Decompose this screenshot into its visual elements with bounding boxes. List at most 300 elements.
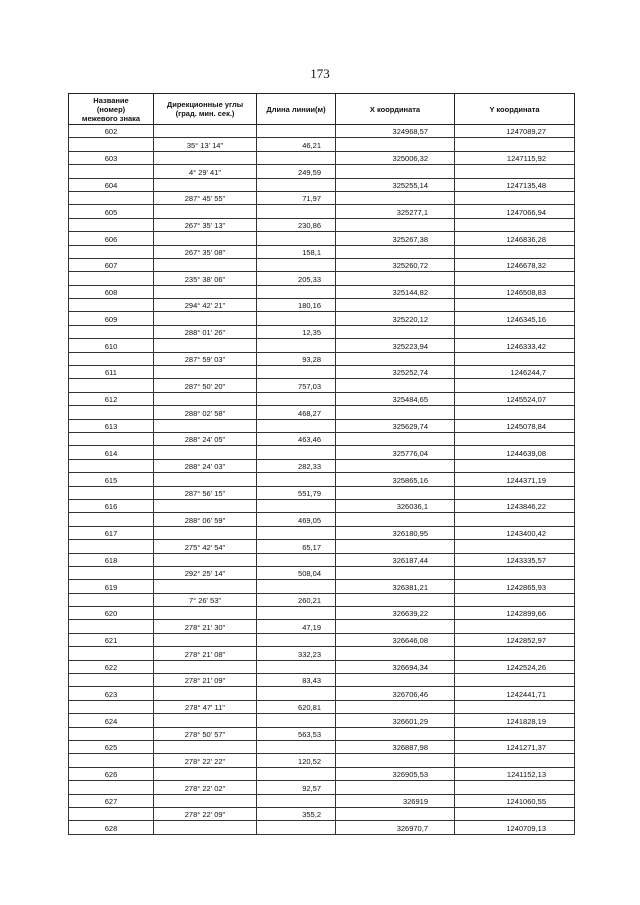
empty-cell — [257, 660, 336, 673]
empty-cell — [69, 352, 154, 365]
table-row — [69, 352, 575, 365]
empty-cell — [69, 406, 154, 419]
empty-cell — [69, 674, 154, 687]
empty-cell — [455, 406, 575, 419]
table-row — [69, 700, 575, 713]
point-name-cell: 605 — [69, 205, 154, 218]
line-length-cell: 46,21 — [257, 138, 336, 151]
empty-cell — [455, 513, 575, 526]
empty-cell — [455, 191, 575, 204]
point-name-cell: 625 — [69, 740, 154, 753]
line-length-cell: 757,03 — [257, 379, 336, 392]
x-coordinate-cell: 326694,34 — [336, 660, 455, 673]
empty-cell — [455, 138, 575, 151]
y-coordinate-cell: 1244371,19 — [455, 473, 575, 486]
x-coordinate-cell: 325267,38 — [336, 232, 455, 245]
empty-cell — [69, 165, 154, 178]
x-coordinate-cell: 326919 — [336, 794, 455, 807]
empty-cell — [257, 312, 336, 325]
empty-cell — [154, 392, 257, 405]
table-row — [69, 566, 575, 579]
direction-angle-cell: 35° 13' 14" — [154, 138, 257, 151]
y-coordinate-cell: 1242899,66 — [455, 607, 575, 620]
empty-cell — [336, 245, 455, 258]
empty-cell — [455, 674, 575, 687]
point-name-cell: 626 — [69, 767, 154, 780]
direction-angle-cell: 278° 21' 08" — [154, 647, 257, 660]
point-name-cell: 609 — [69, 312, 154, 325]
y-coordinate-cell: 1246345,16 — [455, 312, 575, 325]
empty-cell — [336, 406, 455, 419]
y-coordinate-cell: 1240709,13 — [455, 821, 575, 834]
direction-angle-cell: 278° 22' 22" — [154, 754, 257, 767]
empty-cell — [257, 767, 336, 780]
header-angle: Дирекционные углы (град. мин. сек.) — [154, 94, 257, 125]
table-row — [69, 607, 575, 620]
line-length-cell: 158,1 — [257, 245, 336, 258]
point-name-cell: 624 — [69, 714, 154, 727]
empty-cell — [336, 272, 455, 285]
x-coordinate-cell: 326970,7 — [336, 821, 455, 834]
table-row — [69, 740, 575, 753]
empty-cell — [154, 794, 257, 807]
empty-cell — [257, 687, 336, 700]
table-row — [69, 647, 575, 660]
point-name-cell: 602 — [69, 125, 154, 138]
empty-cell — [336, 513, 455, 526]
direction-angle-cell: 4° 29' 41" — [154, 165, 257, 178]
empty-cell — [154, 633, 257, 646]
y-coordinate-cell: 1247089,27 — [455, 125, 575, 138]
table-row — [69, 325, 575, 338]
direction-angle-cell: 278° 21' 30" — [154, 620, 257, 633]
empty-cell — [455, 432, 575, 445]
direction-angle-cell: 288° 06' 59" — [154, 513, 257, 526]
x-coordinate-cell: 325776,04 — [336, 446, 455, 459]
y-coordinate-cell: 1241828,19 — [455, 714, 575, 727]
empty-cell — [154, 687, 257, 700]
empty-cell — [69, 620, 154, 633]
line-length-cell: 230,86 — [257, 218, 336, 231]
empty-cell — [154, 714, 257, 727]
empty-cell — [336, 218, 455, 231]
point-name-cell: 619 — [69, 580, 154, 593]
page-number: 173 — [310, 66, 330, 81]
empty-cell — [336, 566, 455, 579]
line-length-cell: 83,43 — [257, 674, 336, 687]
point-name-cell: 604 — [69, 178, 154, 191]
empty-cell — [69, 379, 154, 392]
direction-angle-cell: 287° 45' 55" — [154, 191, 257, 204]
empty-cell — [154, 499, 257, 512]
line-length-cell: 463,46 — [257, 432, 336, 445]
line-length-cell: 92,57 — [257, 781, 336, 794]
direction-angle-cell: 275° 42' 54" — [154, 540, 257, 553]
x-coordinate-cell: 325252,74 — [336, 366, 455, 379]
line-length-cell: 355,2 — [257, 807, 336, 820]
table-row — [69, 379, 575, 392]
table-row — [69, 660, 575, 673]
table-row — [69, 593, 575, 606]
empty-cell — [257, 553, 336, 566]
x-coordinate-cell: 325255,14 — [336, 178, 455, 191]
empty-cell — [455, 486, 575, 499]
table-row — [69, 807, 575, 820]
point-name-cell: 616 — [69, 499, 154, 512]
empty-cell — [69, 807, 154, 820]
empty-cell — [69, 566, 154, 579]
empty-cell — [154, 821, 257, 834]
empty-cell — [257, 473, 336, 486]
table-row — [69, 432, 575, 445]
empty-cell — [336, 432, 455, 445]
empty-cell — [455, 299, 575, 312]
x-coordinate-cell: 325484,65 — [336, 392, 455, 405]
y-coordinate-cell: 1243400,42 — [455, 526, 575, 539]
direction-angle-cell: 278° 22' 02" — [154, 781, 257, 794]
empty-cell — [257, 633, 336, 646]
header-name: Название (номер) межевого знака — [69, 94, 154, 125]
empty-cell — [257, 821, 336, 834]
table-row — [69, 151, 575, 164]
empty-cell — [336, 754, 455, 767]
table-row — [69, 714, 575, 727]
line-length-cell: 563,53 — [257, 727, 336, 740]
table-row — [69, 794, 575, 807]
line-length-cell: 93,28 — [257, 352, 336, 365]
point-name-cell: 606 — [69, 232, 154, 245]
empty-cell — [154, 660, 257, 673]
empty-cell — [257, 392, 336, 405]
empty-cell — [257, 794, 336, 807]
point-name-cell: 612 — [69, 392, 154, 405]
line-length-cell: 260,21 — [257, 593, 336, 606]
empty-cell — [257, 258, 336, 271]
empty-cell — [154, 526, 257, 539]
empty-cell — [455, 352, 575, 365]
empty-cell — [336, 138, 455, 151]
table-row — [69, 446, 575, 459]
empty-cell — [257, 740, 336, 753]
y-coordinate-cell: 1246244,7 — [455, 366, 575, 379]
direction-angle-cell: 278° 22' 09" — [154, 807, 257, 820]
empty-cell — [455, 781, 575, 794]
empty-cell — [154, 473, 257, 486]
direction-angle-cell: 288° 02' 58" — [154, 406, 257, 419]
table-row — [69, 165, 575, 178]
empty-cell — [154, 607, 257, 620]
table-row — [69, 258, 575, 271]
empty-cell — [257, 419, 336, 432]
direction-angle-cell: 278° 21' 09" — [154, 674, 257, 687]
empty-cell — [69, 754, 154, 767]
empty-cell — [336, 781, 455, 794]
direction-angle-cell: 267° 35' 13" — [154, 218, 257, 231]
point-name-cell: 622 — [69, 660, 154, 673]
empty-cell — [336, 700, 455, 713]
empty-cell — [154, 553, 257, 566]
line-length-cell: 205,33 — [257, 272, 336, 285]
x-coordinate-cell: 325223,94 — [336, 339, 455, 352]
direction-angle-cell: 287° 50' 20" — [154, 379, 257, 392]
empty-cell — [69, 299, 154, 312]
x-coordinate-cell: 325220,12 — [336, 312, 455, 325]
empty-cell — [336, 540, 455, 553]
empty-cell — [257, 178, 336, 191]
empty-cell — [69, 781, 154, 794]
table-row — [69, 674, 575, 687]
empty-cell — [336, 674, 455, 687]
y-coordinate-cell: 1242524,26 — [455, 660, 575, 673]
line-length-cell: 180,16 — [257, 299, 336, 312]
empty-cell — [69, 727, 154, 740]
survey-coordinates-table — [68, 93, 575, 835]
y-coordinate-cell: 1247066,94 — [455, 205, 575, 218]
empty-cell — [455, 272, 575, 285]
empty-cell — [455, 620, 575, 633]
x-coordinate-cell: 325277,1 — [336, 205, 455, 218]
table-row — [69, 272, 575, 285]
empty-cell — [455, 459, 575, 472]
x-coordinate-cell: 326187,44 — [336, 553, 455, 566]
y-coordinate-cell: 1241271,37 — [455, 740, 575, 753]
y-coordinate-cell: 1242852,97 — [455, 633, 575, 646]
empty-cell — [154, 740, 257, 753]
empty-cell — [154, 366, 257, 379]
y-coordinate-cell: 1246508,83 — [455, 285, 575, 298]
x-coordinate-cell: 325260,72 — [336, 258, 455, 271]
table-row — [69, 754, 575, 767]
line-length-cell: 71,97 — [257, 191, 336, 204]
x-coordinate-cell: 326905,53 — [336, 767, 455, 780]
point-name-cell: 611 — [69, 366, 154, 379]
x-coordinate-cell: 326601,29 — [336, 714, 455, 727]
direction-angle-cell: 288° 24' 03" — [154, 459, 257, 472]
x-coordinate-cell: 326887,98 — [336, 740, 455, 753]
empty-cell — [336, 459, 455, 472]
table-row — [69, 178, 575, 191]
direction-angle-cell: 288° 01' 26" — [154, 325, 257, 338]
direction-angle-cell: 294° 42' 21" — [154, 299, 257, 312]
y-coordinate-cell: 1246333,42 — [455, 339, 575, 352]
empty-cell — [455, 727, 575, 740]
empty-cell — [336, 807, 455, 820]
empty-cell — [257, 526, 336, 539]
empty-cell — [69, 432, 154, 445]
table-row — [69, 138, 575, 151]
table-row — [69, 191, 575, 204]
point-name-cell: 607 — [69, 258, 154, 271]
empty-cell — [257, 151, 336, 164]
line-length-cell: 508,04 — [257, 566, 336, 579]
line-length-cell: 47,19 — [257, 620, 336, 633]
empty-cell — [154, 178, 257, 191]
y-coordinate-cell: 1242441,71 — [455, 687, 575, 700]
empty-cell — [257, 205, 336, 218]
table-row — [69, 526, 575, 539]
empty-cell — [257, 499, 336, 512]
table-row — [69, 821, 575, 834]
direction-angle-cell: 278° 50' 57" — [154, 727, 257, 740]
direction-angle-cell: 278° 47' 11" — [154, 700, 257, 713]
empty-cell — [455, 647, 575, 660]
x-coordinate-cell: 325006,32 — [336, 151, 455, 164]
empty-cell — [154, 285, 257, 298]
point-name-cell: 623 — [69, 687, 154, 700]
y-coordinate-cell: 1241152,13 — [455, 767, 575, 780]
direction-angle-cell: 7° 26' 53" — [154, 593, 257, 606]
x-coordinate-cell: 325629,74 — [336, 419, 455, 432]
empty-cell — [455, 807, 575, 820]
empty-cell — [336, 593, 455, 606]
empty-cell — [154, 339, 257, 352]
header-y: Y координата — [455, 94, 575, 125]
table-row — [69, 205, 575, 218]
y-coordinate-cell: 1246678,32 — [455, 258, 575, 271]
line-length-cell: 282,33 — [257, 459, 336, 472]
table-row — [69, 419, 575, 432]
empty-cell — [69, 272, 154, 285]
line-length-cell: 468,27 — [257, 406, 336, 419]
table-row — [69, 218, 575, 231]
point-name-cell: 615 — [69, 473, 154, 486]
point-name-cell: 620 — [69, 607, 154, 620]
x-coordinate-cell: 326180,95 — [336, 526, 455, 539]
line-length-cell: 249,59 — [257, 165, 336, 178]
table-row — [69, 513, 575, 526]
empty-cell — [154, 125, 257, 138]
y-coordinate-cell: 1241060,55 — [455, 794, 575, 807]
table-row — [69, 125, 575, 138]
empty-cell — [455, 379, 575, 392]
table-row — [69, 245, 575, 258]
line-length-cell: 332,23 — [257, 647, 336, 660]
point-name-cell: 603 — [69, 151, 154, 164]
empty-cell — [257, 232, 336, 245]
line-length-cell: 65,17 — [257, 540, 336, 553]
table-row — [69, 499, 575, 512]
table-row — [69, 299, 575, 312]
table-row — [69, 767, 575, 780]
empty-cell — [69, 459, 154, 472]
point-name-cell: 627 — [69, 794, 154, 807]
line-length-cell: 620,81 — [257, 700, 336, 713]
empty-cell — [455, 700, 575, 713]
table-row — [69, 339, 575, 352]
y-coordinate-cell: 1246836,28 — [455, 232, 575, 245]
table-row — [69, 366, 575, 379]
empty-cell — [154, 419, 257, 432]
empty-cell — [455, 540, 575, 553]
empty-cell — [336, 647, 455, 660]
x-coordinate-cell: 326706,46 — [336, 687, 455, 700]
empty-cell — [336, 727, 455, 740]
empty-cell — [154, 767, 257, 780]
empty-cell — [336, 486, 455, 499]
x-coordinate-cell: 326646,08 — [336, 633, 455, 646]
empty-cell — [336, 191, 455, 204]
x-coordinate-cell: 326036,1 — [336, 499, 455, 512]
empty-cell — [257, 607, 336, 620]
empty-cell — [257, 714, 336, 727]
direction-angle-cell: 287° 59' 03" — [154, 352, 257, 365]
empty-cell — [336, 325, 455, 338]
table-row — [69, 727, 575, 740]
table-row — [69, 553, 575, 566]
point-name-cell: 628 — [69, 821, 154, 834]
empty-cell — [69, 325, 154, 338]
y-coordinate-cell: 1242865,93 — [455, 580, 575, 593]
empty-cell — [257, 580, 336, 593]
empty-cell — [336, 620, 455, 633]
x-coordinate-cell: 325865,16 — [336, 473, 455, 486]
empty-cell — [257, 285, 336, 298]
empty-cell — [69, 647, 154, 660]
x-coordinate-cell: 325144,82 — [336, 285, 455, 298]
table-row — [69, 285, 575, 298]
point-name-cell: 608 — [69, 285, 154, 298]
empty-cell — [69, 540, 154, 553]
direction-angle-cell: 235° 38' 06" — [154, 272, 257, 285]
empty-cell — [455, 325, 575, 338]
y-coordinate-cell: 1245078,84 — [455, 419, 575, 432]
x-coordinate-cell: 326639,22 — [336, 607, 455, 620]
empty-cell — [455, 245, 575, 258]
point-name-cell: 621 — [69, 633, 154, 646]
empty-cell — [154, 205, 257, 218]
table-row — [69, 781, 575, 794]
direction-angle-cell: 267° 35' 08" — [154, 245, 257, 258]
table-row — [69, 406, 575, 419]
table-row — [69, 473, 575, 486]
direction-angle-cell: 287° 56' 15" — [154, 486, 257, 499]
header-length: Длина линии(м) — [257, 94, 336, 125]
table-row — [69, 580, 575, 593]
table-row — [69, 232, 575, 245]
empty-cell — [455, 593, 575, 606]
point-name-cell: 614 — [69, 446, 154, 459]
empty-cell — [336, 299, 455, 312]
empty-cell — [336, 379, 455, 392]
table-row — [69, 620, 575, 633]
empty-cell — [154, 312, 257, 325]
line-length-cell: 12,35 — [257, 325, 336, 338]
empty-cell — [336, 165, 455, 178]
direction-angle-cell: 288° 24' 05" — [154, 432, 257, 445]
point-name-cell: 617 — [69, 526, 154, 539]
empty-cell — [154, 580, 257, 593]
empty-cell — [257, 339, 336, 352]
y-coordinate-cell: 1243335,57 — [455, 553, 575, 566]
table-row — [69, 540, 575, 553]
header-x: X координата — [336, 94, 455, 125]
table-row — [69, 687, 575, 700]
y-coordinate-cell: 1245524,07 — [455, 392, 575, 405]
empty-cell — [69, 593, 154, 606]
empty-cell — [257, 125, 336, 138]
empty-cell — [69, 700, 154, 713]
y-coordinate-cell: 1244639,08 — [455, 446, 575, 459]
y-coordinate-cell: 1247115,92 — [455, 151, 575, 164]
empty-cell — [336, 352, 455, 365]
table-row — [69, 633, 575, 646]
point-name-cell: 618 — [69, 553, 154, 566]
table-row — [69, 486, 575, 499]
empty-cell — [455, 165, 575, 178]
empty-cell — [455, 566, 575, 579]
empty-cell — [154, 258, 257, 271]
table-row — [69, 392, 575, 405]
